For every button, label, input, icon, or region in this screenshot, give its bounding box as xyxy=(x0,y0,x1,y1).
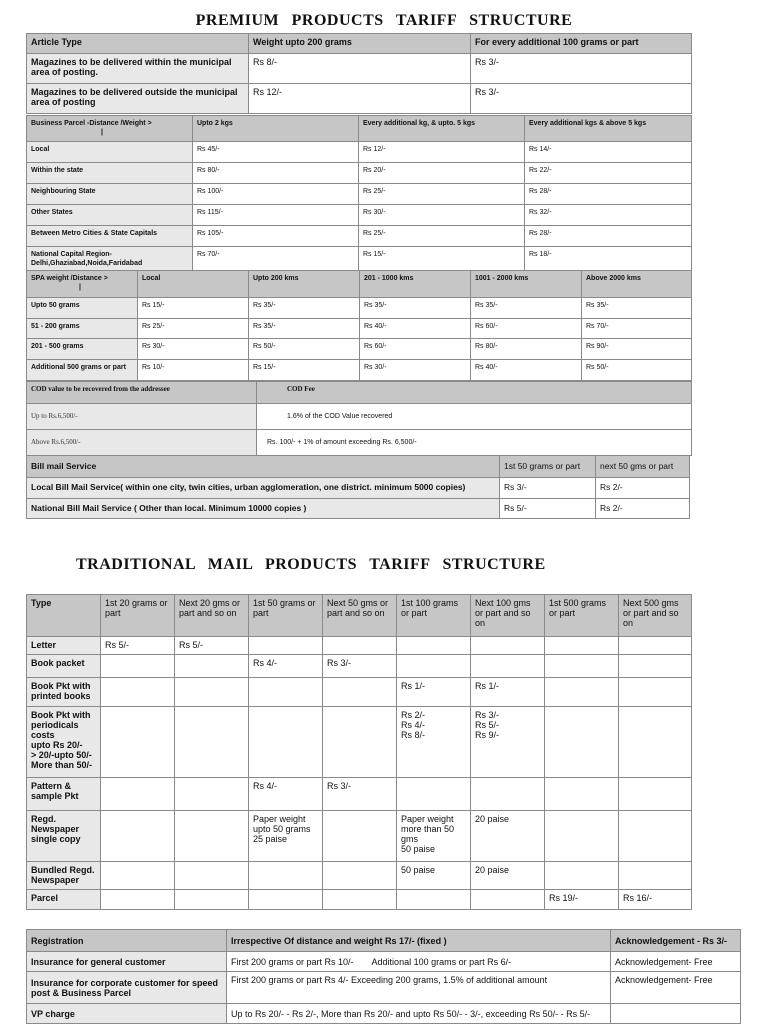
table-row xyxy=(27,430,692,456)
table-cell xyxy=(619,778,692,811)
row-label: Within the state xyxy=(27,163,193,184)
table-cell: Rs 15/- xyxy=(249,360,360,381)
table-cell: Rs 35/- xyxy=(249,318,360,339)
table-row xyxy=(27,84,692,114)
table-header-cell: Upto 2 kgs xyxy=(193,116,359,142)
table-row xyxy=(27,339,692,360)
table-cell xyxy=(619,862,692,890)
table-cell: Rs 5/- xyxy=(500,498,596,519)
row-label: National Capital Region- Delhi,Ghaziabad,Noida,Faridabad xyxy=(27,247,193,272)
table-row xyxy=(27,298,692,319)
table-header-cell: next 50 gms or part xyxy=(596,456,690,478)
row-label: Above Rs.6,500/- xyxy=(27,430,257,456)
table-cell: Rs 60/- xyxy=(471,318,582,339)
magazines-tariff-table xyxy=(26,33,692,114)
table-cell: Rs 10/- xyxy=(138,360,249,381)
table-row xyxy=(27,184,692,205)
table-cell xyxy=(175,811,249,862)
table-cell: Rs 3/- xyxy=(323,778,397,811)
row-label: Other States xyxy=(27,205,193,226)
table-cell xyxy=(101,707,175,778)
table-cell xyxy=(611,1004,741,1024)
row-label: Additional 500 grams or part xyxy=(27,360,138,381)
table-cell xyxy=(397,778,471,811)
table-row xyxy=(27,142,692,163)
table-cell: Rs 28/- xyxy=(525,226,692,247)
table-cell: Rs 8/- xyxy=(249,54,471,84)
table-cell: Rs 3/- xyxy=(471,54,692,84)
table-cell: Rs 12/- xyxy=(359,142,525,163)
row-label: Pattern & sample Pkt xyxy=(27,778,101,811)
table-row xyxy=(27,163,692,184)
table-header-cell: Registration xyxy=(27,930,227,952)
table-cell xyxy=(397,890,471,910)
table-cell xyxy=(175,778,249,811)
table-cell: Up to Rs 20/- - Rs 2/-, More than Rs 20/- and upto Rs 50/- - 3/-, exceeding Rs 50/- - Rs 5/- xyxy=(227,1004,611,1024)
row-label: Insurance for corporate customer for speed post & Business Parcel xyxy=(27,972,227,1004)
table-cell xyxy=(471,637,545,655)
table-header-cell: Next 100 gms or part and so on xyxy=(471,595,545,637)
table-cell: Rs 25/- xyxy=(359,184,525,205)
table-cell: 20 paise xyxy=(471,862,545,890)
table-cell xyxy=(101,811,175,862)
table-cell: Rs 100/- xyxy=(193,184,359,205)
table-row xyxy=(27,478,690,499)
table-header-cell: Every additional kgs & above 5 kgs xyxy=(525,116,692,142)
spa-tariff-table xyxy=(26,270,692,381)
table-cell: Rs 30/- xyxy=(138,339,249,360)
table-cell xyxy=(227,952,611,972)
table-cell: First 200 grams or part Rs 4/- Exceeding 200 grams, 1.5% of additional amount xyxy=(227,972,611,1004)
table-cell xyxy=(471,655,545,678)
table-cell: Paper weight more than 50 gms 50 paise xyxy=(397,811,471,862)
table-row xyxy=(27,205,692,226)
table-cell: Rs 5/- xyxy=(101,637,175,655)
text-cursor: | xyxy=(79,284,81,291)
text-cursor: | xyxy=(101,129,103,136)
table-header-cell: Every additional kg, & upto. 5 kgs xyxy=(359,116,525,142)
table-row xyxy=(27,778,692,811)
table-cell: Rs 5/- xyxy=(175,637,249,655)
table-row xyxy=(27,498,690,519)
table-header-cell: COD value to be recovered from the addressee xyxy=(27,382,257,404)
table-cell: Rs 3/- xyxy=(471,84,692,114)
table-cell xyxy=(545,862,619,890)
table-cell xyxy=(471,778,545,811)
row-label: Bundled Regd. Newspaper xyxy=(27,862,101,890)
table-cell xyxy=(175,890,249,910)
row-label: Regd. Newspaper single copy xyxy=(27,811,101,862)
table-header-cell: Article Type xyxy=(27,34,249,54)
table-cell: Rs 90/- xyxy=(582,339,692,360)
table-row xyxy=(27,1004,741,1024)
table-cell xyxy=(323,811,397,862)
table-cell: Rs 35/- xyxy=(249,298,360,319)
table-header-cell: Next 500 gms or part and so on xyxy=(619,595,692,637)
row-label: Magazines to be delivered within the municipal area of posting. xyxy=(27,54,249,84)
table-row xyxy=(27,637,692,655)
table-cell xyxy=(249,678,323,707)
table-cell xyxy=(471,890,545,910)
table-cell: 20 paise xyxy=(471,811,545,862)
table-cell: Rs 28/- xyxy=(525,184,692,205)
table-row xyxy=(27,707,692,778)
table-cell: Rs 1/- xyxy=(397,678,471,707)
table-header-cell xyxy=(27,116,193,142)
table-cell xyxy=(619,655,692,678)
table-cell: Rs 40/- xyxy=(471,360,582,381)
table-cell: Rs 2/- Rs 4/- Rs 8/- xyxy=(397,707,471,778)
table-cell xyxy=(397,655,471,678)
table-header-cell: Type xyxy=(27,595,101,637)
row-label: Between Metro Cities & State Capitals xyxy=(27,226,193,247)
table-cell: Rs 50/- xyxy=(582,360,692,381)
table-cell: Rs 19/- xyxy=(545,890,619,910)
table-cell: Rs 15/- xyxy=(359,247,525,272)
table-header-cell: Next 20 gms or part and so on xyxy=(175,595,249,637)
table-cell: Acknowledgement- Free xyxy=(611,972,741,1004)
traditional-title: TRADITIONAL MAIL PRODUCTS TARIFF STRUCTURE xyxy=(76,556,546,573)
table-cell xyxy=(175,862,249,890)
table-header-cell: Next 50 gms or part and so on xyxy=(323,595,397,637)
table-cell: Rs 50/- xyxy=(249,339,360,360)
table-cell xyxy=(619,707,692,778)
table-cell xyxy=(101,678,175,707)
table-cell: Rs 3/- xyxy=(500,478,596,499)
table-row xyxy=(27,54,692,84)
row-label: Upto 50 grams xyxy=(27,298,138,319)
row-label: VP charge xyxy=(27,1004,227,1024)
table-cell: Rs 22/- xyxy=(525,163,692,184)
table-cell: Rs 30/- xyxy=(359,205,525,226)
table-cell xyxy=(619,678,692,707)
table-cell: Rs 40/- xyxy=(360,318,471,339)
table-cell: Rs 2/- xyxy=(596,478,690,499)
table-row xyxy=(27,952,741,972)
table-row xyxy=(27,811,692,862)
table-cell xyxy=(249,890,323,910)
table-cell: Rs 15/- xyxy=(138,298,249,319)
table-header-cell: Upto 200 kms xyxy=(249,271,360,298)
table-row xyxy=(27,226,692,247)
table-header-cell: Local xyxy=(138,271,249,298)
premium-title: PREMIUM PRODUCTS TARIFF STRUCTURE xyxy=(195,12,573,29)
table-cell xyxy=(323,678,397,707)
table-header-cell: Weight upto 200 grams xyxy=(249,34,471,54)
row-label: Book Pkt with printed books xyxy=(27,678,101,707)
table-cell: Rs 16/- xyxy=(619,890,692,910)
table-cell xyxy=(101,655,175,678)
table-row xyxy=(27,318,692,339)
table-header-cell: 1st 500 grams or part xyxy=(545,595,619,637)
table-header-cell: 1001 - 2000 kms xyxy=(471,271,582,298)
row-label: Up to Rs.6,500/- xyxy=(27,404,257,430)
table-cell xyxy=(323,707,397,778)
table-cell: 50 paise xyxy=(397,862,471,890)
table-cell: Rs 70/- xyxy=(582,318,692,339)
table-header-cell: Irrespective Of distance and weight Rs 17/- (fixed ) xyxy=(227,930,611,952)
table-row xyxy=(27,404,692,430)
table-row xyxy=(27,655,692,678)
table-cell: Rs 115/- xyxy=(193,205,359,226)
traditional-mail-tariff-table xyxy=(26,594,692,910)
row-label: Local xyxy=(27,142,193,163)
table-header-cell: 1st 50 grams or part xyxy=(249,595,323,637)
table-row xyxy=(27,247,692,272)
table-cell: Rs 105/- xyxy=(193,226,359,247)
table-cell xyxy=(175,707,249,778)
table-cell: Rs 25/- xyxy=(138,318,249,339)
table-row xyxy=(27,360,692,381)
table-cell xyxy=(397,637,471,655)
table-header-cell: COD Fee xyxy=(257,382,692,404)
table-cell: 1.6% of the COD Value recovered xyxy=(257,404,692,430)
registration-insurance-table xyxy=(26,929,741,1024)
table-cell: Rs 3/- xyxy=(323,655,397,678)
table-cell xyxy=(619,811,692,862)
table-row xyxy=(27,862,692,890)
row-label: Insurance for general customer xyxy=(27,952,227,972)
table-cell xyxy=(175,655,249,678)
row-label: National Bill Mail Service ( Other than local. Minimum 10000 copies ) xyxy=(27,498,500,519)
row-label: 51 - 200 grams xyxy=(27,318,138,339)
bill-mail-table xyxy=(26,455,690,519)
table-cell: Rs 4/- xyxy=(249,655,323,678)
row-label: Local Bill Mail Service( within one city, twin cities, urban agglomeration, one district. minimum 5000 copies) xyxy=(27,478,500,499)
table-cell: Rs 30/- xyxy=(360,360,471,381)
table-header-cell xyxy=(27,271,138,298)
table-cell: Paper weight upto 50 grams 25 paise xyxy=(249,811,323,862)
table-row xyxy=(27,678,692,707)
detail-text: First 200 grams or part Rs 10/- xyxy=(231,956,354,967)
table-row xyxy=(27,972,741,1004)
table-cell xyxy=(545,678,619,707)
table-cell xyxy=(101,778,175,811)
detail-text: Additional 100 grams or part Rs 6/- xyxy=(371,956,512,967)
table-header-cell: Acknowledgement - Rs 3/- xyxy=(611,930,741,952)
table-cell xyxy=(545,637,619,655)
table-cell xyxy=(545,811,619,862)
table-header-cell: 201 - 1000 kms xyxy=(360,271,471,298)
cod-fee-table xyxy=(26,381,692,456)
table-cell: Rs 2/- xyxy=(596,498,690,519)
table-cell: Rs 35/- xyxy=(471,298,582,319)
table-header-cell: Above 2000 kms xyxy=(582,271,692,298)
table-cell xyxy=(101,862,175,890)
row-label: Book Pkt with periodicals costs upto Rs 20/- > 20/-upto 50/- More than 50/- xyxy=(27,707,101,778)
table-cell: Rs 3/- Rs 5/- Rs 9/- xyxy=(471,707,545,778)
table-cell: Rs 80/- xyxy=(471,339,582,360)
row-label: Neighbouring State xyxy=(27,184,193,205)
header-text: Business Parcel -Distance /Weight > xyxy=(31,120,152,127)
table-cell: Rs 35/- xyxy=(582,298,692,319)
table-cell xyxy=(545,778,619,811)
table-cell xyxy=(249,862,323,890)
table-cell xyxy=(323,862,397,890)
table-cell xyxy=(249,707,323,778)
table-cell: Rs 60/- xyxy=(360,339,471,360)
row-label: Parcel xyxy=(27,890,101,910)
table-cell: Rs 12/- xyxy=(249,84,471,114)
table-cell: Rs 70/- xyxy=(193,247,359,272)
table-row xyxy=(27,890,692,910)
table-cell: Rs 14/- xyxy=(525,142,692,163)
table-header-cell: Bill mail Service xyxy=(27,456,500,478)
table-cell xyxy=(323,637,397,655)
table-cell xyxy=(175,678,249,707)
table-cell: Rs 25/- xyxy=(359,226,525,247)
row-label: Book packet xyxy=(27,655,101,678)
table-cell xyxy=(545,655,619,678)
business-parcel-tariff-table xyxy=(26,115,692,272)
table-cell: Rs 1/- xyxy=(471,678,545,707)
table-cell xyxy=(545,707,619,778)
traditional-table-body xyxy=(27,637,692,910)
table-header-cell: 1st 100 grams or part xyxy=(397,595,471,637)
table-cell: Rs 32/- xyxy=(525,205,692,226)
table-cell xyxy=(249,637,323,655)
table-header-cell: 1st 20 grams or part xyxy=(101,595,175,637)
table-cell xyxy=(619,637,692,655)
table-cell: Rs. 100/- + 1% of amount exceeding Rs. 6,500/- xyxy=(257,430,692,456)
header-text: SPA weight /Distance > xyxy=(31,275,108,282)
table-cell: Rs 18/- xyxy=(525,247,692,272)
table-cell: Rs 20/- xyxy=(359,163,525,184)
table-cell: Rs 45/- xyxy=(193,142,359,163)
table-cell xyxy=(323,890,397,910)
row-label: 201 - 500 grams xyxy=(27,339,138,360)
row-label: Magazines to be delivered outside the municipal area of posting xyxy=(27,84,249,114)
table-cell: Rs 4/- xyxy=(249,778,323,811)
table-cell: Rs 80/- xyxy=(193,163,359,184)
table-header-cell: For every additional 100 grams or part xyxy=(471,34,692,54)
row-label: Letter xyxy=(27,637,101,655)
table-header-cell: 1st 50 grams or part xyxy=(500,456,596,478)
table-cell: Acknowledgement- Free xyxy=(611,952,741,972)
table-cell xyxy=(101,890,175,910)
table-cell: Rs 35/- xyxy=(360,298,471,319)
